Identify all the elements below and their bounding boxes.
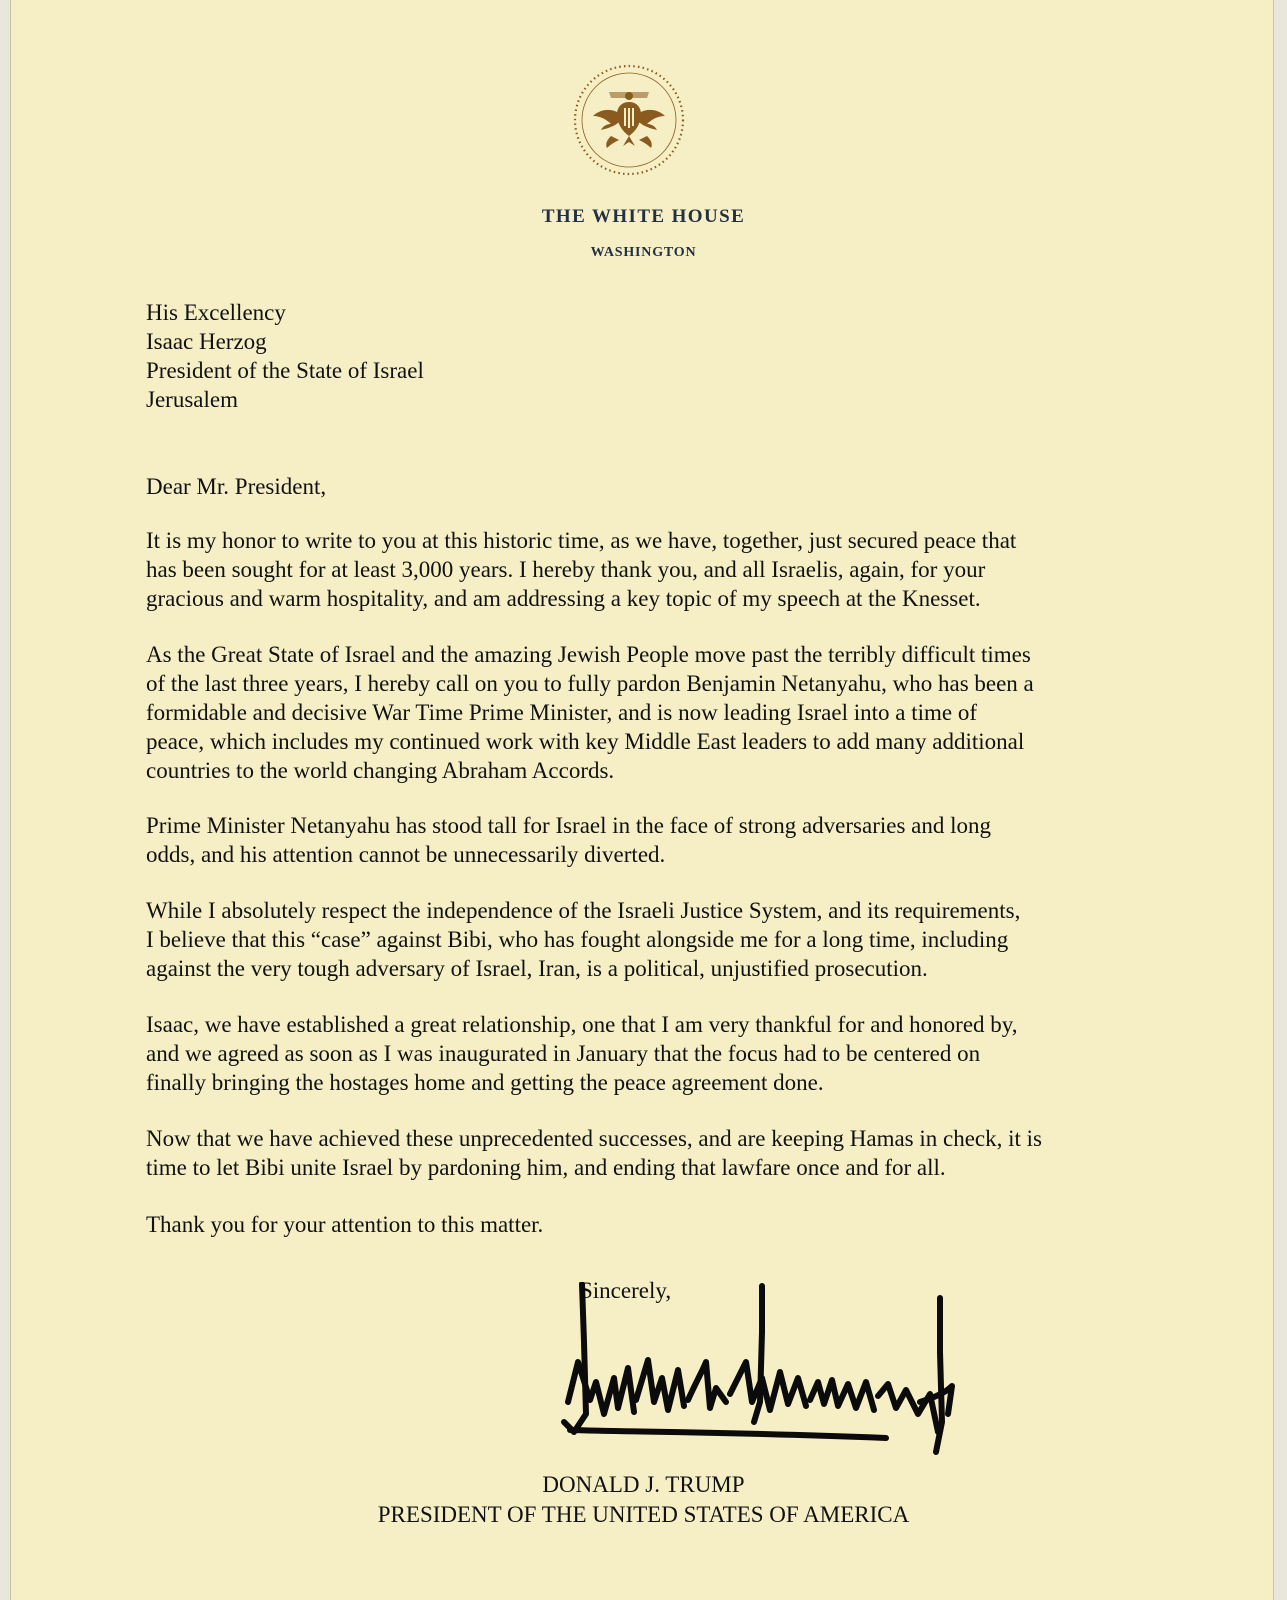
text-line: has been sought for at least 3,000 years. I hereby thank you, and all Israelis, again, for your	[146, 557, 986, 582]
text-line: odds, and his attention cannot be unnecessarily diverted.	[146, 842, 666, 867]
letterhead-subtitle: WASHINGTON	[590, 245, 697, 260]
paragraph-1	[146, 526, 1016, 613]
letterhead-title: THE WHITE HOUSE	[541, 206, 746, 227]
text-line: As the Great State of Israel and the amazing Jewish People move past the terribly difficult times	[146, 642, 1031, 667]
text-line: Isaac, we have established a great relationship, one that I am very thankful for and honored by,	[146, 1012, 1018, 1037]
address-line: Isaac Herzog	[146, 329, 267, 354]
text-line: finally bringing the hostages home and getting the peace agreement done.	[146, 1070, 824, 1095]
paragraph-5	[146, 1010, 1018, 1097]
signatory-title: PRESIDENT OF THE UNITED STATES OF AMERICA	[377, 1502, 910, 1527]
paragraph-2	[146, 640, 1034, 785]
closing: Sincerely,	[580, 1278, 672, 1303]
signatory-name: DONALD J. TRUMP	[542, 1472, 745, 1497]
text-line: Thank you for your attention to this matter.	[146, 1212, 544, 1237]
paragraph-4	[146, 896, 1020, 983]
presidential-seal-icon	[571, 62, 687, 178]
text-line: Prime Minister Netanyahu has stood tall for Israel in the face of strong adversaries and long	[146, 813, 992, 838]
text-line: It is my honor to write to you at this historic time, as we have, together, just secured peace that	[146, 528, 1017, 553]
text-line: gracious and warm hospitality, and am addressing a key topic of my speech at the Knesset.	[146, 586, 981, 611]
address-line: President of the State of Israel	[146, 358, 424, 383]
text-line: against the very tough adversary of Israel, Iran, is a political, unjustified prosecution.	[146, 956, 928, 981]
text-line: peace, which includes my continued work with key Middle East leaders to add many additional	[146, 729, 1025, 754]
text-line: countries to the world changing Abraham Accords.	[146, 758, 615, 783]
paragraph-7	[146, 1210, 543, 1239]
address-line: Jerusalem	[146, 387, 238, 412]
text-line: While I absolutely respect the independence of the Israeli Justice System, and its requirements,	[146, 898, 1021, 923]
text-line: time to let Bibi unite Israel by pardoning him, and ending that lawfare once and for all.	[146, 1155, 946, 1180]
paragraph-6	[146, 1124, 1042, 1182]
address-line: His Excellency	[146, 300, 286, 325]
text-line: Now that we have achieved these unprecedented successes, and are keeping Hamas in check, it is	[146, 1126, 1043, 1151]
handwritten-signature-icon	[556, 1282, 976, 1468]
paragraph-3	[146, 811, 991, 869]
text-line: of the last three years, I hereby call on you to fully pardon Benjamin Netanyahu, who has been a	[146, 671, 1034, 696]
salutation: Dear Mr. President,	[146, 474, 327, 499]
text-line: I believe that this “case” against Bibi, who has fought alongside me for a long time, including	[146, 927, 1009, 952]
recipient-address	[146, 298, 424, 414]
text-line: and we agreed as soon as I was inaugurated in January that the focus had to be centered on	[146, 1041, 981, 1066]
text-line: formidable and decisive War Time Prime Minister, and is now leading Israel into a time of	[146, 700, 978, 725]
